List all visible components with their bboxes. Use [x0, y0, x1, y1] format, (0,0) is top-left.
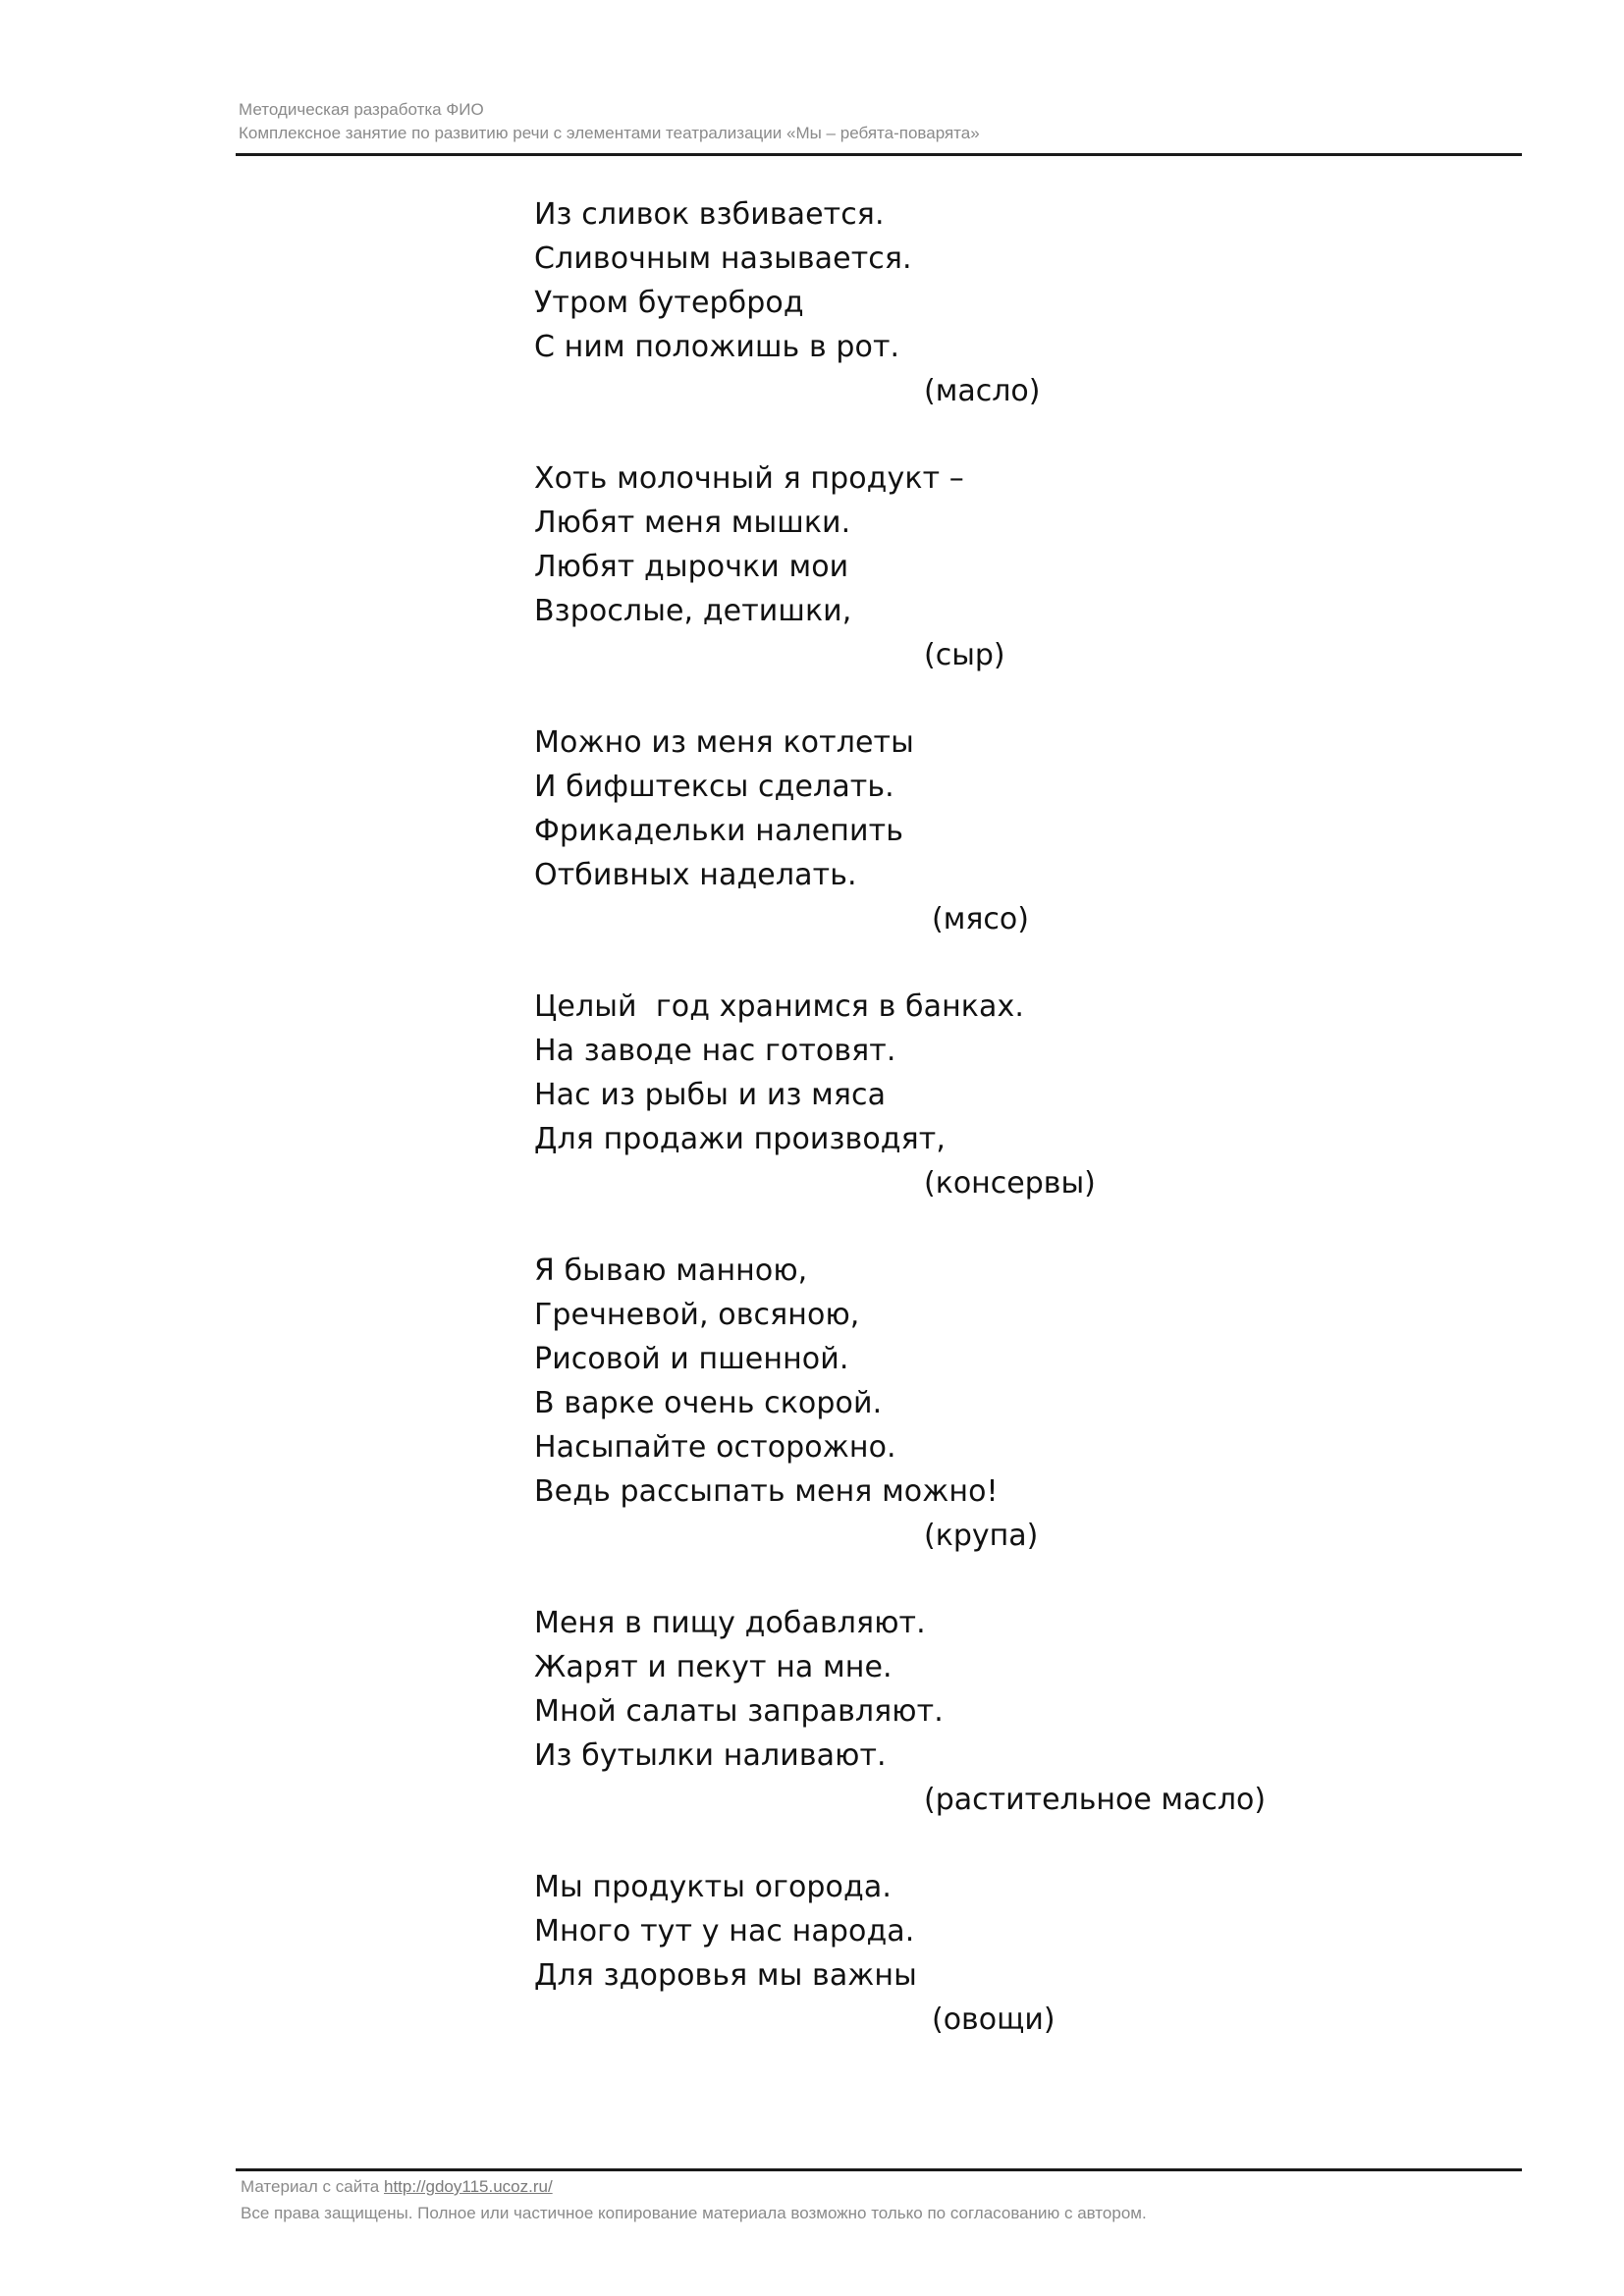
riddle-block [534, 192, 1418, 413]
riddle-line: Можно из меня котлеты [534, 725, 914, 760]
riddle-line: И бифштексы сделать. [534, 770, 894, 804]
riddle-line: Любят дырочки мои [534, 550, 849, 584]
riddle-line: Любят меня мышки. [534, 506, 851, 540]
riddle-line: Мной салаты заправляют. [534, 1694, 944, 1729]
riddle-line: Из бутылки наливают. [534, 1738, 887, 1773]
riddle-line: Рисовой и пшенной. [534, 1342, 849, 1376]
riddle-answer: (сыр) [924, 638, 1005, 672]
riddle-line: С ним положишь в рот. [534, 330, 900, 364]
riddle-line: Много тут у нас народа. [534, 1914, 915, 1949]
riddle-block [534, 1601, 1418, 1822]
riddle-line: Нас из рыбы и из мяса [534, 1078, 887, 1112]
riddle-line: Для продажи производят, [534, 1122, 946, 1156]
footer-rights: Все права защищены. Полное или частичное копирование материала возможно только по согласованию с автором. [241, 2204, 1147, 2222]
riddle-line: На заводе нас готовят. [534, 1034, 896, 1068]
riddle-answer: (масло) [924, 374, 1041, 408]
riddle-answer: (крупа) [924, 1519, 1039, 1553]
footer-source [241, 2173, 1517, 2200]
riddle-line: Фрикадельки налепить [534, 814, 903, 848]
riddle-line: Насыпайте осторожно. [534, 1430, 896, 1465]
riddle-line: Целый год хранимся в банках. [534, 989, 1024, 1024]
riddle-block [534, 1865, 1418, 2042]
riddle-line: Сливочным называется. [534, 241, 912, 276]
footer-source-link[interactable]: http://gdoy115.ucoz.ru/ [383, 2177, 553, 2196]
footer-divider [236, 2168, 1522, 2171]
riddle-answer: (консервы) [924, 1166, 1096, 1201]
riddle-block [534, 456, 1418, 677]
riddle-line: Хоть молочный я продукт – [534, 461, 964, 496]
page-header [239, 98, 1521, 145]
riddle-line: Ведь рассыпать меня можно! [534, 1474, 999, 1509]
riddle-line: Меня в пищу добавляют. [534, 1606, 926, 1640]
header-title: Комплексное занятие по развитию речи с элементами театрализации «Мы – ребята-поварята» [239, 124, 980, 142]
riddle-line: Я бываю манною, [534, 1254, 808, 1288]
riddle-line: Гречневой, овсяною, [534, 1298, 860, 1332]
footer-source-label: Материал с сайта [241, 2177, 384, 2196]
riddle-block [534, 1249, 1418, 1558]
riddle-line: Взрослые, детишки, [534, 594, 852, 628]
riddle-line: Мы продукты огорода. [534, 1870, 892, 1904]
header-divider [236, 153, 1522, 156]
riddle-line: Жарят и пекут на мне. [534, 1650, 893, 1684]
riddle-line: Отбивных наделать. [534, 858, 857, 892]
riddle-answer: (мясо) [932, 902, 1029, 936]
riddle-line: Утром бутерброд [534, 286, 804, 320]
riddle-line: В варке очень скорой. [534, 1386, 883, 1420]
riddles-body [534, 192, 1418, 2085]
riddle-answer: (растительное масло) [924, 1783, 1267, 1817]
riddle-line: Из сливок взбивается. [534, 197, 885, 232]
riddle-block [534, 721, 1418, 941]
riddle-line: Для здоровья мы важны [534, 1958, 917, 1993]
page-footer [241, 2173, 1517, 2226]
header-author: Методическая разработка ФИО [239, 100, 484, 119]
riddle-block [534, 985, 1418, 1205]
riddle-answer: (овощи) [932, 2002, 1056, 2037]
